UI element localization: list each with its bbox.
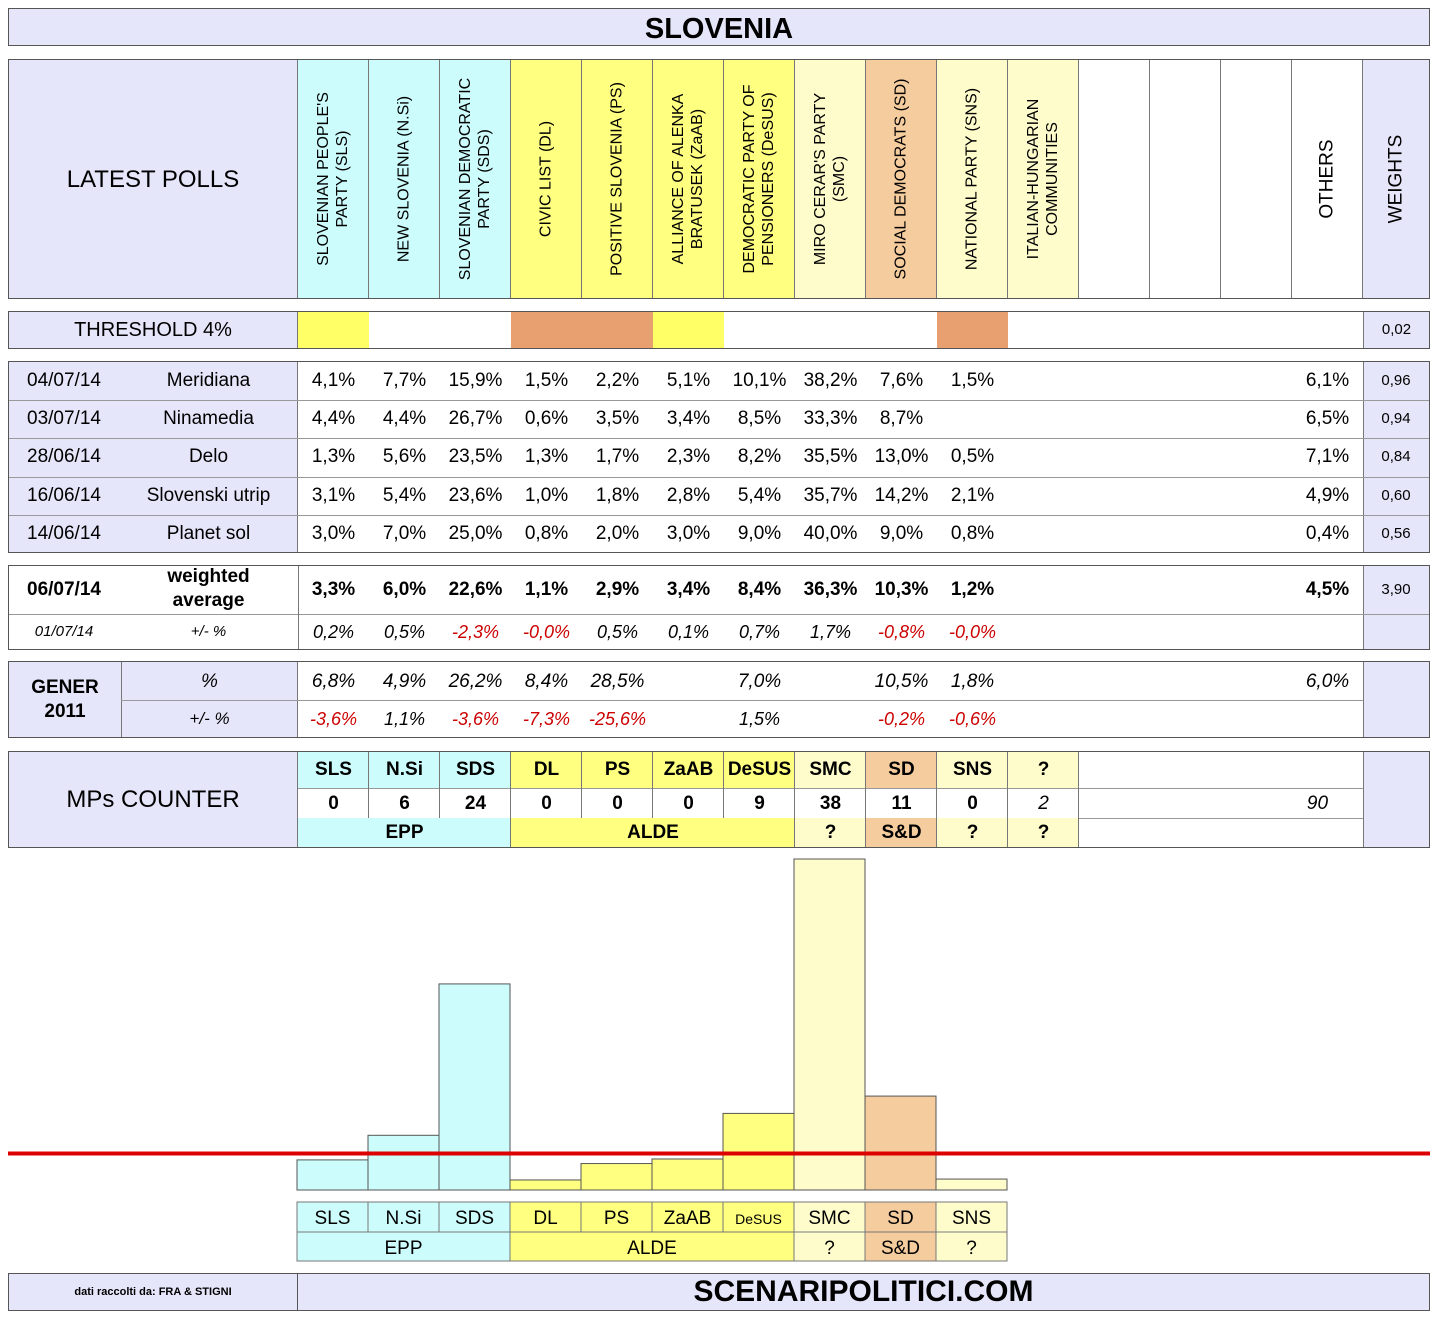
party-column-header [298, 60, 369, 298]
poll-value: 3,5% [595, 408, 640, 430]
election-value: 26,2% [448, 671, 503, 692]
average-date: 06/07/14 [27, 579, 101, 600]
mps-group-name: ? [824, 822, 837, 843]
group-label: EPP [384, 1238, 423, 1259]
average-delta: 0,1% [667, 622, 710, 642]
average-value: 6,0% [382, 579, 427, 600]
party-column-header [1008, 60, 1079, 298]
mps-party-abbr: DeSUS [727, 759, 792, 780]
poll-institute: Slovenski utrip [146, 484, 271, 506]
mps-label-cell [9, 752, 298, 847]
poll-value: 2,3% [666, 446, 711, 468]
party-column-header [866, 60, 937, 298]
average-value: 3,4% [666, 579, 711, 600]
poll-value: 7,7% [382, 370, 427, 391]
average-value: 1,1% [524, 579, 569, 600]
party-column-header [369, 60, 440, 298]
election-2011-table [8, 661, 1430, 738]
latest-polls-label: LATEST POLLS [66, 166, 240, 193]
election-value: 7,0% [737, 671, 782, 692]
category-label: SNS [951, 1208, 992, 1229]
category-label: SMC [808, 1208, 851, 1229]
mps-seats: 38 [819, 793, 842, 814]
average-label-2: average [172, 590, 245, 611]
election-delta: -7,3% [522, 709, 571, 729]
poll-value: 8,7% [879, 408, 924, 430]
election-delta: -3,6% [309, 709, 358, 729]
average-delta: 0,5% [383, 622, 426, 642]
party-name: POSITIVE SLOVENIA (PS) [608, 82, 626, 276]
poll-value: 10,1% [732, 370, 787, 391]
party-name: SLOVENIAN PEOPLE'S PARTY (SLS) [315, 92, 351, 266]
party-header [8, 59, 1430, 299]
poll-value: 0,5% [950, 446, 995, 468]
mps-seats: 2 [1038, 793, 1049, 814]
poll-weight: 0,94 [1381, 410, 1411, 428]
row-separator [9, 515, 1429, 516]
mps-party-abbr: SLS [315, 759, 352, 780]
poll-value: 25,0% [448, 522, 503, 544]
bar-sds [439, 984, 510, 1190]
party-name: SOCIAL DEMOCRATS (SD) [892, 78, 910, 280]
delta-label: +/- % [190, 623, 227, 640]
poll-weight: 0,56 [1381, 524, 1411, 542]
election-label-sep [121, 700, 298, 701]
poll-value: 13,0% [874, 446, 929, 468]
poll-value: 3,4% [666, 408, 711, 430]
poll-institute: Meridiana [166, 370, 251, 391]
poll-date: 14/06/14 [27, 522, 101, 544]
poll-value: 23,5% [448, 446, 503, 468]
poll-value: 1,3% [311, 446, 356, 468]
weights-header [1363, 60, 1429, 298]
empty-column [1150, 60, 1221, 298]
row-separator [9, 438, 1429, 439]
mps-seats: 0 [967, 793, 978, 814]
poll-value: 3,0% [311, 522, 356, 544]
party-column-header [653, 60, 724, 298]
footer-site-cell [297, 1273, 1430, 1311]
poll-value: 35,7% [803, 484, 858, 506]
average-others: 4,5% [1305, 579, 1350, 600]
average-delta: -0,8% [877, 622, 926, 642]
party-column-header [582, 60, 653, 298]
poll-value: 38,2% [803, 370, 858, 391]
party-column-header [795, 60, 866, 298]
election-value: 6,8% [311, 671, 356, 692]
previous-date: 01/07/14 [34, 623, 94, 640]
election-value: 10,5% [874, 671, 929, 692]
party-column-header [937, 60, 1008, 298]
poll-value: 35,5% [803, 446, 858, 468]
party-name: NATIONAL PARTY (SNS) [963, 87, 981, 271]
threshold-weight: 0,02 [1381, 321, 1412, 338]
poll-value: 0,8% [524, 522, 569, 544]
poll-value: 4,1% [311, 370, 356, 391]
category-label: N.Si [385, 1208, 422, 1229]
poll-others: 6,5% [1305, 408, 1350, 430]
category-label: SLS [314, 1208, 351, 1229]
threshold-row [8, 311, 1430, 349]
group-label: ? [966, 1238, 977, 1259]
weights-label: WEIGHTS [1385, 134, 1407, 224]
average-delta: 0,5% [596, 622, 639, 642]
mps-seats: 0 [612, 793, 623, 814]
mps-seats: 11 [891, 793, 912, 814]
threshold-marker [937, 312, 1008, 348]
row-separator [9, 400, 1429, 401]
poll-value: 1,3% [524, 446, 569, 468]
poll-value: 15,9% [448, 370, 503, 391]
mps-party-abbr: SDS [455, 759, 496, 780]
poll-bar-chart [0, 850, 1438, 1265]
category-label: DL [533, 1208, 558, 1229]
row-separator [298, 700, 1429, 701]
party-column-header [724, 60, 795, 298]
average-delta: -2,3% [451, 622, 500, 642]
election-label-2: 2011 [44, 701, 86, 722]
bar-sd [865, 1096, 936, 1190]
polls-table [8, 361, 1430, 553]
mps-party-abbr: DL [533, 759, 560, 780]
election-delta-label: +/- % [189, 709, 230, 728]
mps-weight-column [1363, 752, 1429, 847]
mps-group-name: S&D [881, 822, 922, 843]
category-label: SD [887, 1208, 914, 1229]
poll-value: 5,4% [382, 484, 427, 506]
threshold-marker [653, 312, 724, 348]
average-value: 1,2% [950, 579, 995, 600]
average-delta: 0,7% [738, 622, 781, 642]
mps-party-abbr: SMC [809, 759, 852, 780]
mps-seats: 24 [464, 793, 487, 814]
mps-seats: 0 [328, 793, 339, 814]
election-delta: -3,6% [451, 709, 500, 729]
category-label: ZaAB [663, 1208, 712, 1229]
empty-column [1079, 60, 1150, 298]
party-column-header [440, 60, 511, 298]
poll-date: 04/07/14 [27, 370, 101, 391]
poll-value: 9,0% [879, 522, 924, 544]
bar-ps [581, 1164, 652, 1190]
election-pct-label: % [201, 671, 218, 692]
average-value: 22,6% [448, 579, 503, 600]
bar-sns [936, 1179, 1007, 1190]
poll-value: 4,4% [311, 408, 356, 430]
election-others: 6,0% [1305, 671, 1350, 692]
party-name: NEW SLOVENIA (N.Si) [395, 95, 413, 263]
poll-institute: Planet sol [166, 522, 251, 544]
party-name: ITALIAN-HUNGARIAN COMMUNITIES [1025, 98, 1061, 260]
threshold-marker [298, 312, 369, 348]
threshold-label-cell [9, 312, 298, 348]
group-label: ? [824, 1238, 835, 1259]
poll-date: 03/07/14 [27, 408, 101, 430]
poll-value: 1,0% [524, 484, 569, 506]
poll-value: 0,6% [524, 408, 569, 430]
poll-weight: 0,96 [1381, 372, 1411, 389]
party-column-header [511, 60, 582, 298]
poll-value: 5,4% [737, 484, 782, 506]
average-value: 36,3% [803, 579, 858, 600]
mps-party-abbr: ZaAB [663, 759, 714, 780]
poll-value: 8,5% [737, 408, 782, 430]
category-label: PS [603, 1208, 630, 1229]
poll-value: 7,0% [382, 522, 427, 544]
category-label: DeSUS [735, 1211, 782, 1227]
party-name: SLOVENIAN DEMOCRATIC PARTY (SDS) [457, 77, 493, 281]
bar-smc [794, 859, 865, 1190]
poll-date: 28/06/14 [27, 446, 101, 468]
footer-site[interactable]: SCENARIPOLITICI.COM [693, 1275, 1034, 1308]
election-delta: -0,6% [948, 709, 997, 729]
average-delta: 0,2% [312, 622, 355, 642]
mps-party-abbr: SNS [952, 759, 993, 780]
poll-value: 0,8% [950, 522, 995, 544]
poll-value: 3,0% [666, 522, 711, 544]
mps-group-name: EPP [385, 822, 424, 843]
poll-value: 23,6% [448, 484, 503, 506]
mps-seats: 0 [683, 793, 694, 814]
threshold-label: THRESHOLD 4% [74, 319, 232, 341]
election-value: 8,4% [524, 671, 569, 692]
mps-seats: 9 [754, 793, 765, 814]
bar-dl [510, 1180, 581, 1190]
mps-label: MPs COUNTER [66, 786, 240, 813]
poll-value: 4,4% [382, 408, 427, 430]
poll-value: 5,6% [382, 446, 427, 468]
party-name: CIVIC LIST (DL) [537, 120, 555, 238]
footer-credit-cell [8, 1273, 298, 1311]
threshold-weight-cell [1363, 312, 1429, 348]
election-value: 4,9% [382, 671, 427, 692]
mps-group-name: ALDE [627, 822, 679, 843]
poll-value: 3,1% [311, 484, 356, 506]
poll-value: 1,5% [524, 370, 569, 391]
poll-value: 5,1% [666, 370, 711, 391]
mps-group-name: ? [966, 822, 979, 843]
bar-nsi [368, 1135, 439, 1190]
poll-date: 16/06/14 [27, 484, 101, 506]
party-name: ALLIANCE OF ALENKA BRATUSEK (ZaAB) [670, 93, 706, 265]
mps-total: 90 [1306, 793, 1329, 814]
mps-counter-table [8, 751, 1430, 848]
poll-value: 7,6% [879, 370, 924, 391]
party-name: DEMOCRATIC PARTY OF PENSIONERS (DeSUS) [741, 84, 777, 274]
average-delta: -0,0% [522, 622, 571, 642]
poll-value: 2,1% [950, 484, 995, 506]
poll-value: 2,0% [595, 522, 640, 544]
election-delta: -25,6% [588, 709, 647, 729]
bar-sls [297, 1160, 368, 1190]
poll-others: 0,4% [1305, 522, 1350, 544]
row-separator [9, 477, 1429, 478]
election-delta: 1,5% [738, 709, 781, 729]
mps-party-abbr: N.Si [386, 759, 423, 780]
poll-value: 2,8% [666, 484, 711, 506]
average-weight-column [1363, 566, 1429, 649]
row-separator [9, 614, 1429, 615]
average-delta: 1,7% [809, 622, 852, 642]
mps-party-abbr: SD [888, 759, 915, 780]
election-value: 1,8% [950, 671, 995, 692]
group-label: ALDE [627, 1238, 677, 1259]
poll-value: 9,0% [737, 522, 782, 544]
poll-value: 26,7% [448, 408, 503, 430]
election-label-1: GENER [31, 677, 99, 698]
mps-party-abbr: ? [1037, 759, 1050, 780]
poll-value: 40,0% [803, 522, 858, 544]
others-label: OTHERS [1316, 139, 1338, 219]
latest-polls-cell [9, 60, 298, 298]
average-value: 10,3% [874, 579, 929, 600]
bar-zaab [652, 1159, 723, 1190]
poll-others: 6,1% [1305, 370, 1350, 391]
weighted-average-table [8, 565, 1430, 650]
poll-value: 1,5% [950, 370, 995, 391]
poll-weight: 0,84 [1381, 448, 1411, 466]
poll-value: 2,2% [595, 370, 640, 391]
election-value: 28,5% [590, 671, 645, 692]
poll-value: 33,3% [803, 408, 858, 430]
average-value: 3,3% [311, 579, 356, 600]
others-header [1292, 60, 1363, 298]
poll-institute: Ninamedia [163, 408, 254, 430]
title-bar [8, 8, 1430, 46]
footer-credit: dati raccolti da: FRA & STIGNI [74, 1286, 232, 1298]
poll-value: 14,2% [874, 484, 929, 506]
mps-party-abbr: PS [604, 759, 631, 780]
poll-others: 4,9% [1305, 484, 1350, 506]
page-title: SLOVENIA [644, 13, 794, 45]
election-delta: -0,2% [877, 709, 926, 729]
average-value: 8,4% [737, 579, 782, 600]
party-name: MIRO CERAR'S PARTY (SMC) [812, 92, 848, 266]
average-label-1: weighted [167, 566, 250, 587]
threshold-marker [582, 312, 653, 348]
category-label: SDS [454, 1208, 495, 1229]
poll-weight: 0,60 [1381, 486, 1411, 504]
average-delta: -0,0% [948, 622, 997, 642]
threshold-marker [511, 312, 582, 348]
poll-others: 7,1% [1305, 446, 1350, 468]
poll-value: 1,7% [595, 446, 640, 468]
mps-group-name: ? [1037, 822, 1050, 843]
group-label: S&D [880, 1238, 921, 1259]
poll-institute: Delo [188, 446, 229, 468]
election-weight-column [1363, 662, 1429, 737]
mps-seats: 6 [399, 793, 410, 814]
average-value: 2,9% [595, 579, 640, 600]
poll-value: 8,2% [737, 446, 782, 468]
empty-column [1221, 60, 1292, 298]
poll-value: 1,8% [595, 484, 640, 506]
average-weight: 3,90 [1381, 581, 1411, 598]
mps-seats: 0 [541, 793, 552, 814]
election-delta: 1,1% [383, 709, 426, 729]
